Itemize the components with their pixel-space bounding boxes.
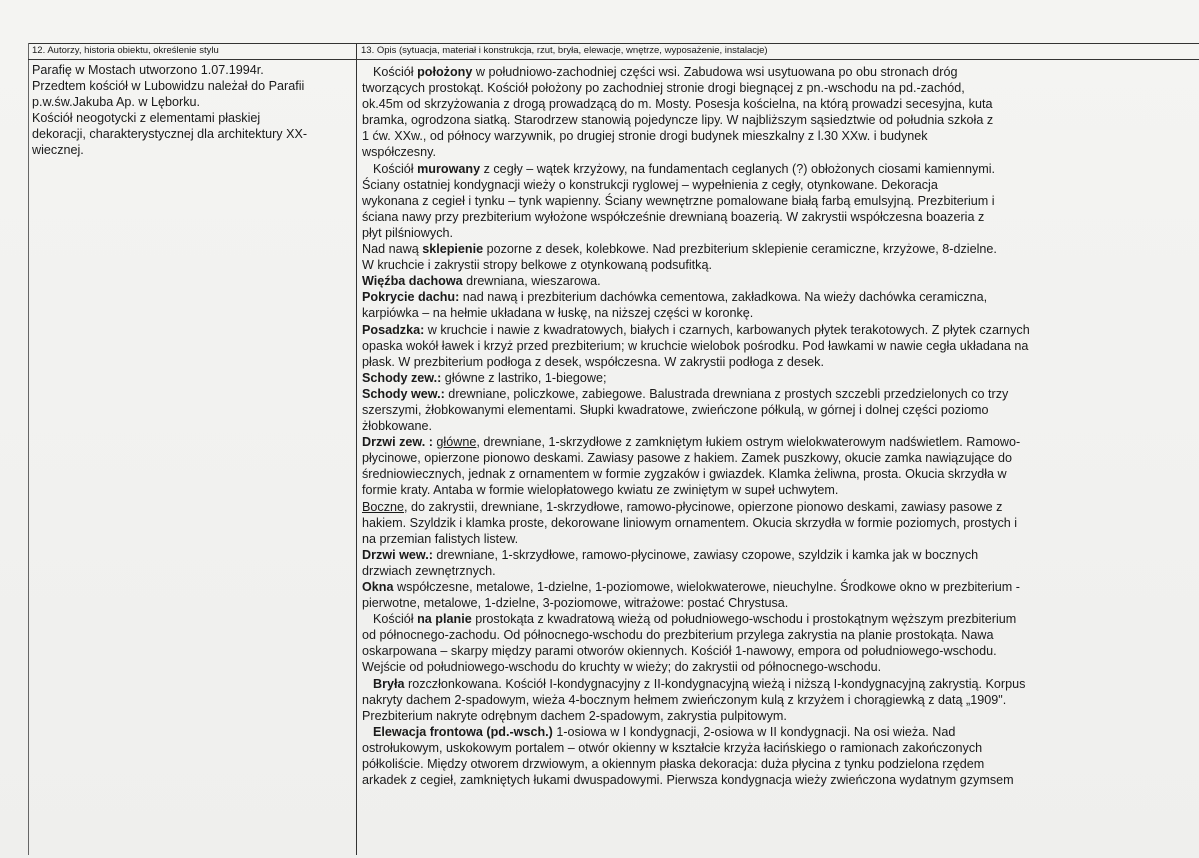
line-text: płycinowe, opierzone pionowo deskami. Zawiasy pasowe z hakiem. Zamek puszkowy, okucie zamka nawiązujące do bbox=[362, 451, 1013, 466]
section-13-line bbox=[362, 515, 1162, 531]
section-13-line bbox=[362, 112, 1162, 128]
section-13-line bbox=[362, 740, 1162, 756]
section-13-line bbox=[362, 96, 1162, 112]
section-12-line: Kościół neogotycki z elementami płaskiej bbox=[32, 111, 261, 126]
section-13-line bbox=[362, 402, 1162, 418]
section-12-line: wiecznej. bbox=[32, 143, 84, 158]
section-13-line bbox=[362, 595, 1162, 611]
section-13-line bbox=[362, 531, 1162, 547]
section-13-line bbox=[362, 627, 1162, 643]
line-text: w południowo-zachodniej części wsi. Zabudowa wsi usytuowana po obu stronach dróg bbox=[472, 65, 958, 79]
line-text: żłobkowane. bbox=[362, 419, 433, 434]
section-13-line bbox=[362, 80, 1162, 96]
line-text: Kościół bbox=[373, 161, 418, 176]
line-text: drewniana, wieszarowa. bbox=[462, 274, 601, 289]
section-13-line bbox=[362, 659, 1162, 675]
line-text: na przemian falistych listew. bbox=[362, 531, 519, 546]
section-13-line bbox=[362, 289, 1162, 305]
section-13-line bbox=[362, 209, 1162, 225]
line-text: współczesny. bbox=[362, 145, 436, 160]
line-text: , do zakrystii, drewniane, 1-skrzydłowe, ramowo-płycinowe, opierzone pionowo deskami, zawiasy pasowe z bbox=[404, 499, 1003, 514]
section-13-line bbox=[362, 370, 1162, 386]
line-text: bramka, ogrodzona siatką. Starodrzew stanowią pojedyncze lipy. W najbliższym sąsiedztwie od południa szkoła z bbox=[362, 113, 994, 128]
emphasized-term: Elewacja frontowa (pd.-wsch.) bbox=[373, 724, 553, 739]
line-text: 1 ćw. XXw., od północy warzywnik, po drugiej stronie drogi budynek mieszkalny z l.30 XXw. i budynek bbox=[362, 129, 928, 144]
section-13-line bbox=[362, 225, 1162, 241]
section-13-line bbox=[362, 563, 1162, 579]
line-text: współczesne, metalowe, 1-dzielne, 1-poziomowe, wielokwaterowe, nieuchylne. Środkowe okno w prezbiterium - bbox=[393, 580, 1020, 594]
section-13-line bbox=[362, 579, 1162, 595]
underlined-term: Boczne bbox=[362, 499, 405, 514]
line-text: od północnego-zachodu. Od północnego-wschodu do prezbiterium przylega zakrystia na planie prostokąta. Nawa bbox=[362, 628, 994, 643]
column-divider bbox=[356, 43, 357, 855]
section-13-line bbox=[362, 354, 1162, 370]
section-13-line bbox=[362, 772, 1162, 788]
section-13-line bbox=[362, 466, 1162, 482]
line-text: Ściany ostatniej kondygnacji wieży o konstrukcji ryglowej – wypełnienia z cegły, otynkowane. Dekoracja bbox=[362, 177, 938, 192]
line-text: hakiem. Szyldzik i klamka proste, dekorowane liniowym ornamentem. Okucia skrzydła w formie poziomych, prostych i bbox=[362, 515, 1018, 530]
line-text: drzwiach zewnętrznych. bbox=[362, 563, 496, 578]
section-12-line: Przedtem kościół w Lubowidzu należał do Parafii bbox=[32, 79, 305, 94]
section-13-line bbox=[362, 338, 1162, 354]
section-13-line bbox=[362, 547, 1162, 563]
table-left-border bbox=[28, 43, 29, 855]
line-text: ściana nawy przy prezbiterium wyłożone współcześnie drewnianą boazerią. W zakrystii współczesna boazeria z bbox=[362, 209, 985, 224]
section-12-line: Parafię w Mostach utworzono 1.07.1994r. bbox=[32, 63, 264, 77]
line-text: średniowiecznych, jednak z ornamentem w formie zygzaków i gwiazdek. Klamka żeliwna, prosta. Okucia skrzydła w bbox=[362, 467, 1007, 482]
line-text: ok.45m od skrzyżowania z drogą prowadzącą do m. Mosty. Posesja kościelna, na którą prowadzi secesyjna, kuta bbox=[362, 97, 993, 112]
section-13-line bbox=[362, 643, 1162, 659]
section-13-line bbox=[362, 708, 1162, 724]
emphasized-term: sklepienie bbox=[422, 242, 484, 257]
emphasized-term: murowany bbox=[417, 161, 481, 176]
section-13-line bbox=[362, 273, 1162, 289]
line-text: tworzących prostokąt. Kościół położony po zachodniej stronie drogi biegnącej z pn.-wschodu na pd.-zachód, bbox=[362, 81, 965, 96]
section-13-line bbox=[362, 161, 1162, 177]
section-13-line bbox=[362, 64, 1162, 80]
section-12-header: 12. Autorzy, historia obiektu, określenie stylu bbox=[32, 45, 219, 56]
section-13-line bbox=[362, 611, 1162, 627]
line-text: płyt pilśniowych. bbox=[362, 225, 453, 240]
emphasized-term: położony bbox=[417, 65, 473, 79]
line-text: półkoliście. Między otworem drzwiowym, a okiennym płaska dekoracja: duża płycina z tynku podzielona rzędem bbox=[362, 757, 985, 772]
section-13-content bbox=[362, 64, 1162, 788]
section-13-line bbox=[362, 322, 1162, 338]
section-12-line: dekoracji, charakterystycznej dla architektury XX- bbox=[32, 127, 308, 142]
line-text: oskarpowana – skarpy między parami otworów okiennych. Kościół 1-nawowy, empora od południowego-wschodu. bbox=[362, 644, 997, 659]
emphasized-term: Schody zew.: bbox=[362, 370, 442, 385]
line-text: nakryty dachem 2-spadowym, wieża 4-bocznym hełmem zwieńczonym kulą z krzyżem i chorągiewką z datą „1909". bbox=[362, 692, 1007, 707]
line-text: z cegły – wątek krzyżowy, na fundamentach ceglanych (?) obłożonych ciosami kamiennymi. bbox=[480, 161, 996, 176]
section-12-content bbox=[32, 62, 352, 159]
line-text: szerszymi, żłobkowanymi elementami. Słupki kwadratowe, zwieńczone półkulą, w górnej i dolnej części poziomo bbox=[362, 402, 989, 417]
emphasized-term: Posadzka: bbox=[362, 322, 425, 337]
line-text: karpiówka – na hełmie układana w łuskę, na niższej części w koronkę. bbox=[362, 306, 754, 321]
emphasized-term: Drzwi wew.: bbox=[362, 547, 433, 562]
line-text: ostrołukowym, uskokowym portalem – otwór okienny w kształcie krzyża łacińskiego o ramionach zakończonych bbox=[362, 740, 983, 755]
table-top-border bbox=[28, 43, 1199, 44]
emphasized-term: Drzwi zew. : bbox=[362, 435, 433, 450]
line-text: opaska wokół ławek i krzyż przed prezbiterium; w kruchcie wielobok pośrodku. Pod ławkami w nawie cegła układana na bbox=[362, 338, 1029, 353]
line-text: rozczłonkowana. Kościół I-kondygnacyjny z II-kondygnacyjną wieżą i niższą I-kondygnacyjną zakrystią. Korpus bbox=[404, 676, 1026, 691]
line-text: drewniane, policzkowe, zabiegowe. Balustrada drewniana z prostych szczebli przedzielonych co trzy bbox=[444, 386, 1009, 401]
section-13-line bbox=[362, 499, 1162, 515]
section-13-line bbox=[362, 305, 1162, 321]
line-text: płask. W prezbiterium podłoga z desek, współczesna. W zakrystii podłoga z desek. bbox=[362, 354, 824, 369]
line-text: prostokąta z kwadratową wieżą od południowego-wschodu i prostokątnym węższym prezbiterium bbox=[471, 612, 1017, 627]
emphasized-term: Pokrycie dachu: bbox=[362, 290, 460, 305]
section-13-line bbox=[362, 418, 1162, 434]
section-13-line bbox=[362, 450, 1162, 466]
section-13-line bbox=[362, 241, 1162, 257]
line-text: , drewniane, 1-skrzydłowe z zamkniętym łukiem ostrym wielokwaterowym nadświetlem. Ramowo- bbox=[476, 435, 1021, 450]
line-text: w kruchcie i nawie z kwadratowych, białych i czarnych, karbowanych płytek terakotowych. Z płytek czarnych bbox=[424, 322, 1030, 337]
line-text: nad nawą i prezbiterium dachówka cementowa, zakładkowa. Na wieży dachówka ceramiczna, bbox=[459, 290, 988, 305]
section-13-line bbox=[362, 676, 1162, 692]
section-13-line bbox=[362, 144, 1162, 160]
line-text: 1-osiowa w I kondygnacji, 2-osiowa w II kondygnacji. Na osi wieża. Nad bbox=[552, 724, 956, 739]
line-text: Prezbiterium nakryte odrębnym dachem 2-spadowym, zakrystia pulpitowym. bbox=[362, 708, 787, 723]
section-13-header: 13. Opis (sytuacja, materiał i konstrukcja, rzut, bryła, elewacje, wnętrze, wyposażenie, instalacje) bbox=[361, 45, 768, 56]
section-12-line: p.w.św.Jakuba Ap. w Lęborku. bbox=[32, 95, 201, 110]
section-13-line bbox=[362, 193, 1162, 209]
section-13-line bbox=[362, 386, 1162, 402]
section-13-line bbox=[362, 257, 1162, 273]
emphasized-term: Bryła bbox=[373, 676, 405, 691]
line-text: Wejście od południowego-wschodu do kruchty w wieży; do zakrystii od północnego-wschodu. bbox=[362, 660, 882, 675]
emphasized-term: Okna bbox=[362, 580, 394, 594]
section-13-line bbox=[362, 756, 1162, 772]
line-text: Kościół bbox=[373, 65, 418, 79]
underlined-term: główne bbox=[436, 435, 477, 450]
section-13-line bbox=[362, 482, 1162, 498]
section-13-line bbox=[362, 724, 1162, 740]
section-13-line bbox=[362, 434, 1162, 450]
line-text: arkadek z cegieł, zamkniętych łukami dwuspadowymi. Pierwsza kondygnacja wieży zwieńczona wydatnym gzymsem bbox=[362, 773, 1014, 788]
line-text: główne z lastriko, 1-biegowe; bbox=[441, 370, 607, 385]
line-text: wykonana z cegieł i tynku – tynk wapienny. Ściany wewnętrzne pomalowane białą farbą emulsyjną. Prezbiterium i bbox=[362, 193, 995, 208]
emphasized-term: na planie bbox=[417, 612, 472, 627]
header-divider bbox=[28, 59, 1199, 60]
emphasized-term: Więźba dachowa bbox=[362, 274, 463, 289]
section-13-line bbox=[362, 177, 1162, 193]
line-text: pozorne z desek, kolebkowe. Nad prezbiterium sklepienie ceramiczne, krzyżowe, 8-dzielne. bbox=[483, 242, 997, 257]
line-text: Nad nawą bbox=[362, 242, 423, 257]
section-13-line bbox=[362, 128, 1162, 144]
line-text: pierwotne, metalowe, 1-dzielne, 3-poziomowe, witrażowe: postać Chrystusa. bbox=[362, 596, 789, 611]
section-13-line bbox=[362, 692, 1162, 708]
line-text: Kościół bbox=[373, 612, 418, 627]
line-text: formie kraty. Antaba w formie wielopłatowego kwiatu ze zwiniętym w supeł uchwytem. bbox=[362, 483, 839, 498]
line-text: W kruchcie i zakrystii stropy belkowe z otynkowaną podsufitką. bbox=[362, 258, 712, 273]
line-text: drewniane, 1-skrzydłowe, ramowo-płycinowe, zawiasy czopowe, szyldzik i kamka jak w bocznych bbox=[432, 547, 979, 562]
emphasized-term: Schody wew.: bbox=[362, 386, 445, 401]
